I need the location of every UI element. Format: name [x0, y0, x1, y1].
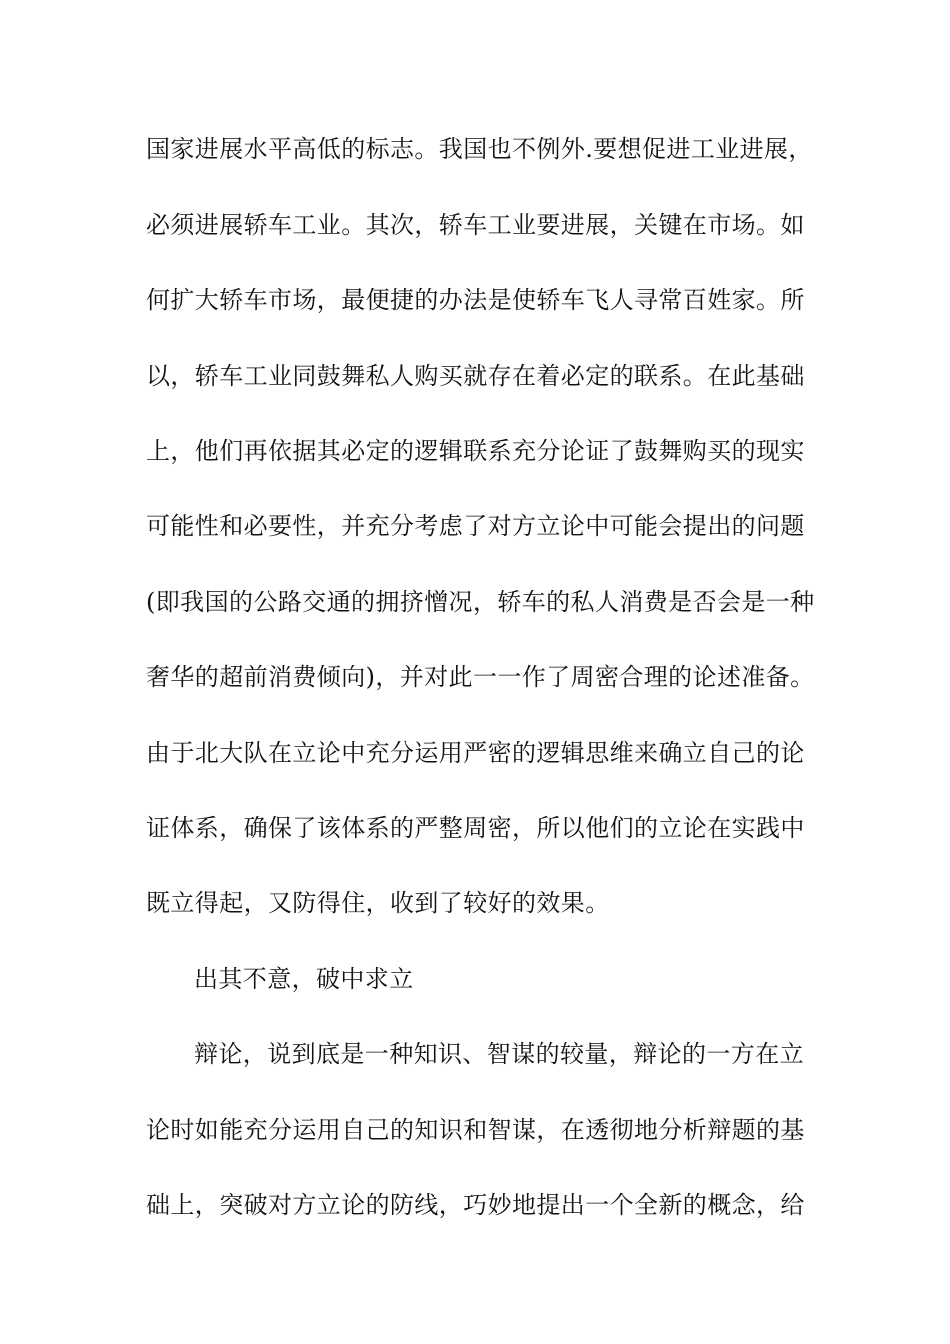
- body-text-line: 以，轿车工业同鼓舞私人购买就存在着必定的联系。在此基础: [146, 362, 805, 390]
- body-text-line: 国家进展水平高低的标志。我国也不例外.要想促进工业进展，: [146, 135, 813, 163]
- body-text-line: 必须进展轿车工业。其次，轿车工业要进展，关键在市场。如: [146, 211, 805, 239]
- body-text-line: 由于北大队在立论中充分运用严密的逻辑思维来确立自己的论: [146, 739, 805, 767]
- body-text-line: 辩论，说到底是一种知识、智谋的较量，辩论的一方在立: [194, 1040, 804, 1068]
- body-text-line: 论时如能充分运用自己的知识和智谋，在透彻地分析辩题的基: [146, 1116, 805, 1144]
- body-text-line: 何扩大轿车市场，最便捷的办法是使轿车飞人寻常百姓家。所: [146, 286, 805, 314]
- body-text-line: 可能性和必要性，并充分考虑了对方立论中可能会提出的问题: [146, 512, 805, 540]
- body-text-line: 础上，突破对方立论的防线，巧妙地提出一个全新的概念，给: [146, 1191, 805, 1219]
- body-text-line: 上，他们再依据其必定的逻辑联系充分论证了鼓舞购买的现实: [146, 437, 805, 465]
- body-text-line: 证体系，确保了该体系的严整周密，所以他们的立论在实践中: [146, 814, 805, 842]
- body-text-line: 既立得起，又防得住，收到了较好的效果。: [146, 889, 610, 917]
- body-text-line: (即我国的公路交通的拥挤憎况，轿车的私人消费是否会是一种: [146, 588, 815, 616]
- section-heading: 出其不意，破中求立: [194, 965, 414, 993]
- body-text-line: 奢华的超前消费倾向)，并对此一一作了周密合理的论述准备。: [146, 663, 815, 691]
